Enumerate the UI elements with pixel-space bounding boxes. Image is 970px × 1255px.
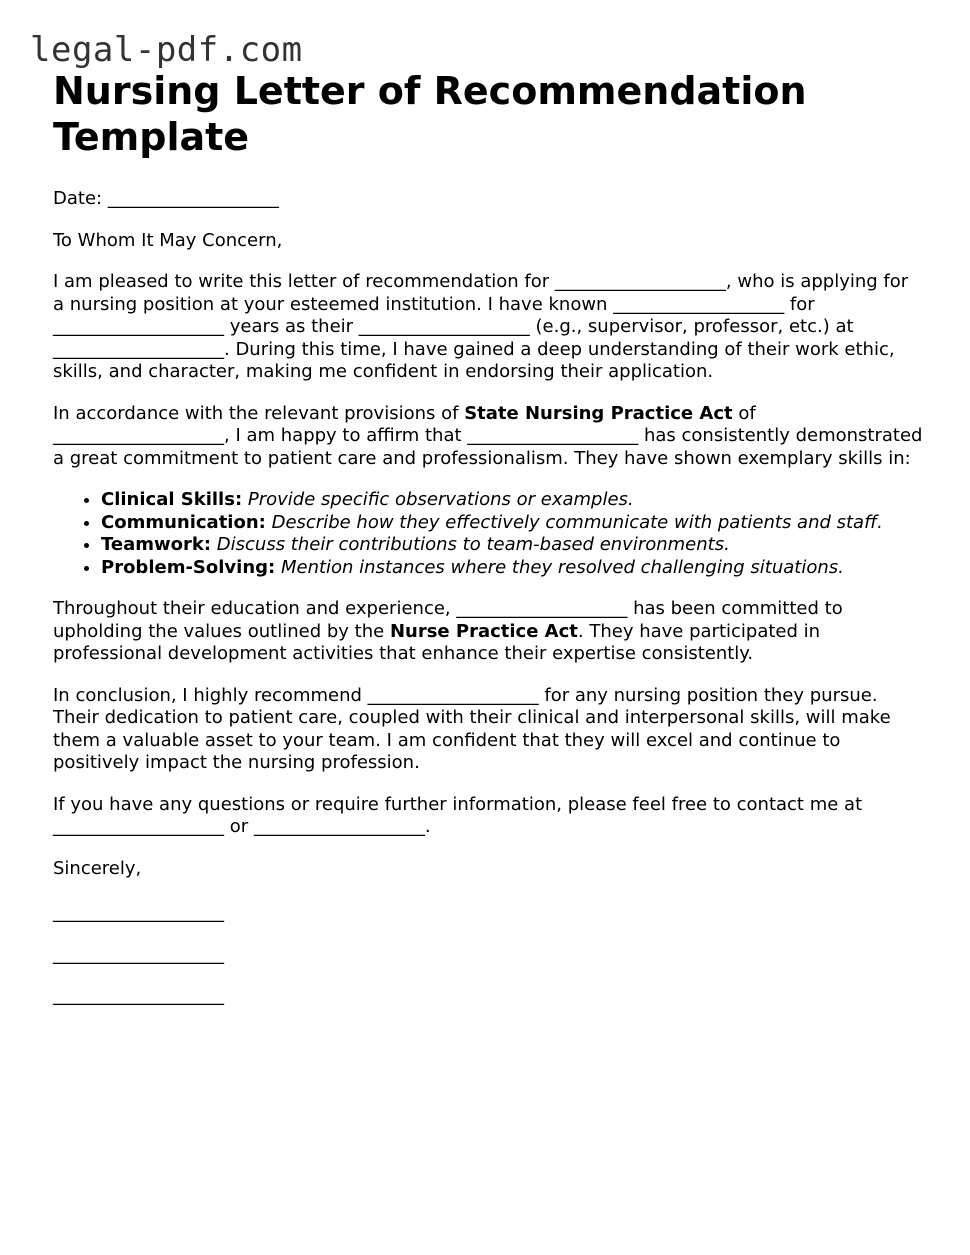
skill-label: Problem-Solving: — [101, 556, 276, 578]
text: . During this time, I have gained a deep understanding of their work ethic, skills, and character, making me confident in endorsing their application. — [53, 338, 895, 382]
signature-blank[interactable]: ___________________ — [53, 902, 224, 923]
text: has consistently demonstrated a great commitment to patient care and professionalism. They have shown exemplary skills in: — [53, 425, 923, 469]
list-item — [101, 557, 923, 580]
text: of — [732, 402, 756, 424]
skill-label: Communication: — [101, 511, 266, 533]
conclusion-paragraph — [53, 685, 923, 775]
skill-description: Describe how they effectively communicate with patients and staff. — [271, 511, 883, 533]
title-blank[interactable]: ___________________ — [53, 985, 224, 1006]
date-label: Date: — [53, 188, 108, 209]
skill-label: Teamwork: — [101, 534, 212, 555]
list-item — [101, 512, 923, 535]
text: or — [224, 816, 254, 837]
list-item — [101, 534, 923, 557]
act-paragraph — [53, 403, 923, 471]
state-blank[interactable]: ___________________ — [53, 425, 224, 446]
email-blank[interactable]: ___________________ — [253, 816, 425, 837]
contact-paragraph — [53, 794, 923, 839]
watermark: legal-pdf.com — [30, 30, 303, 70]
text: In accordance with the relevant provisions of — [53, 402, 465, 424]
text: for — [784, 293, 815, 315]
page-title: Nursing Letter of Recommendation Template — [53, 69, 807, 159]
list-item — [101, 489, 923, 512]
text: If you have any questions or require further information, please feel free to contact me at — [53, 793, 863, 815]
text: Throughout their education and experience, — [53, 598, 457, 619]
candidate-name-blank[interactable]: ___________________ — [467, 425, 639, 446]
candidate-name-blank[interactable]: ___________________ — [613, 293, 785, 315]
skills-list — [53, 489, 923, 579]
skill-label: Clinical Skills: — [101, 489, 243, 510]
candidate-name-blank[interactable]: ___________________ — [554, 271, 726, 292]
institution-blank[interactable]: ___________________ — [53, 338, 224, 360]
relationship-blank[interactable]: ___________________ — [358, 316, 530, 337]
skill-description: Provide specific observations or examples. — [247, 489, 634, 510]
years-blank[interactable]: ___________________ — [53, 316, 224, 337]
name-blank[interactable]: ___________________ — [53, 943, 224, 965]
intro-paragraph — [53, 271, 923, 384]
text: (e.g., supervisor, professor, etc.) at — [529, 316, 854, 337]
text: has been committed to upholding the values outlined by the — [53, 598, 843, 642]
letter-body — [53, 68, 923, 1008]
candidate-name-blank[interactable]: ___________________ — [456, 598, 628, 619]
text: , I am happy to affirm that — [224, 425, 468, 446]
skill-description: Discuss their contributions to team-based environments. — [216, 534, 730, 555]
text: years as their — [224, 316, 359, 337]
date-line — [53, 188, 923, 211]
closing: Sincerely, — [53, 857, 142, 879]
greeting: To Whom It May Concern, — [53, 229, 283, 251]
date-blank[interactable]: ___________________ — [107, 188, 279, 209]
candidate-name-blank[interactable]: ___________________ — [367, 684, 539, 706]
values-paragraph — [53, 598, 923, 666]
text: In conclusion, I highly recommend — [53, 684, 368, 706]
nurse-act-name: Nurse Practice Act — [389, 620, 578, 642]
phone-blank[interactable]: ___________________ — [53, 816, 224, 837]
state-act-name: State Nursing Practice Act — [464, 402, 733, 424]
signature-block — [53, 902, 923, 1008]
text: I am pleased to write this letter of recommendation for — [53, 271, 555, 292]
text: , who is applying for a nursing position at your esteemed institution. I have known — [53, 271, 909, 315]
text: for any nursing position they pursue. Their dedication to patient care, coupled with their clinical and interpersonal skills, will make them a valuable asset to your team. I am confident that they will excel and continue to positively impact the nursing profession. — [53, 684, 891, 773]
text: . They have participated in professional development activities that enhance their expertise consistently. — [53, 620, 821, 664]
skill-description: Mention instances where they resolved challenging situations. — [280, 556, 844, 578]
text: . — [424, 816, 431, 837]
